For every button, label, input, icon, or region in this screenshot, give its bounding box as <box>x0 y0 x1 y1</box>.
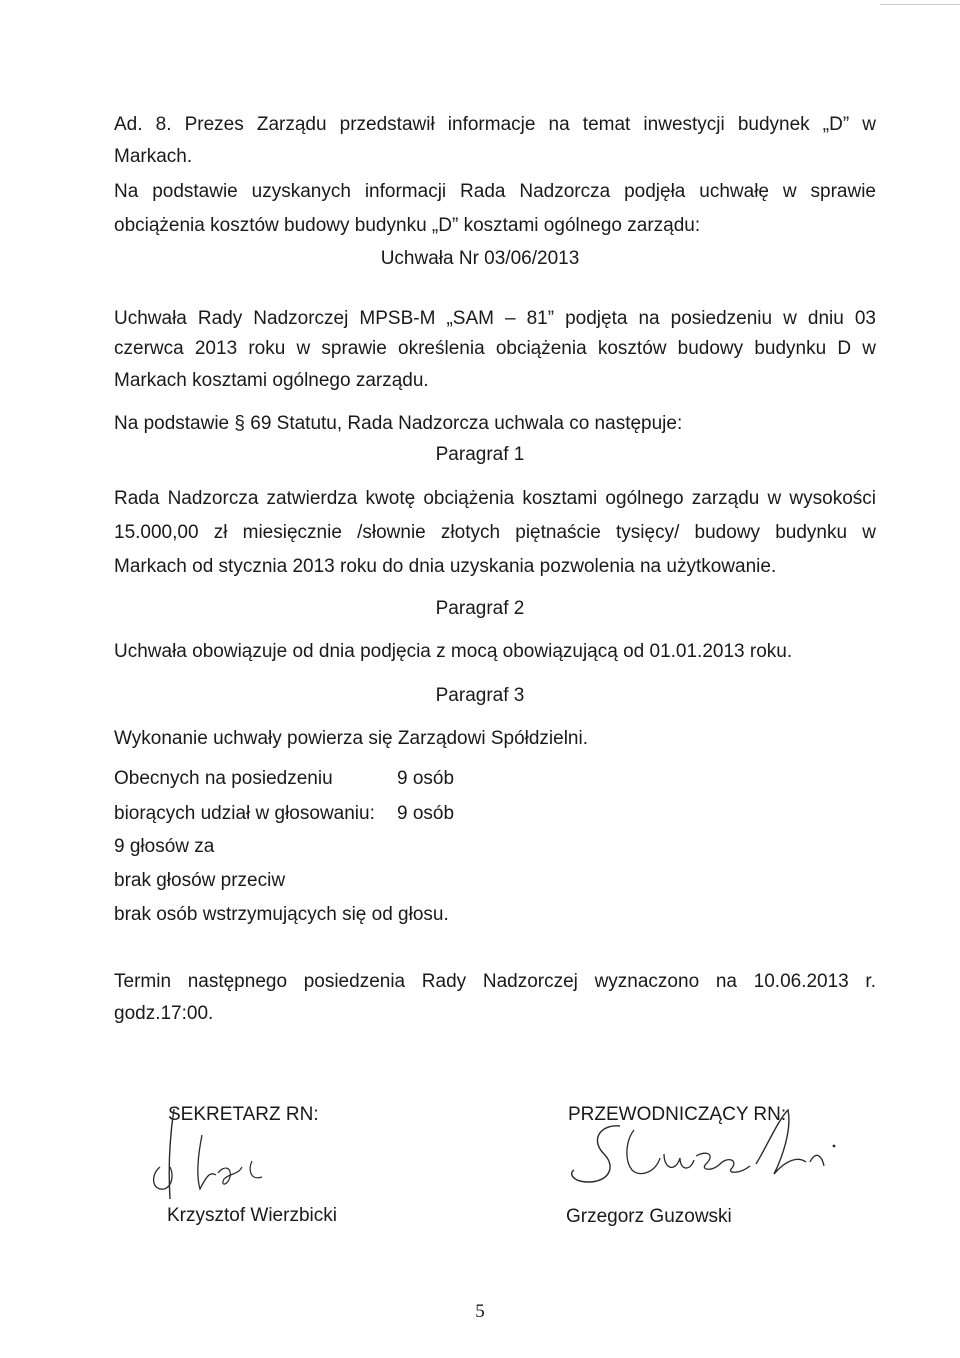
resolution-line-2: czerwca 2013 roku w sprawie określenia obciążenia kosztów budowy budynku D w <box>114 338 876 359</box>
page-number: 5 <box>475 1301 485 1322</box>
present-label: Obecnych na posiedzeniu <box>114 768 333 789</box>
resolution-line-3: Markach kosztami ogólnego zarządu. <box>114 370 429 391</box>
paragraph-3-text: Wykonanie uchwały powierza się Zarządowi Spółdzielni. <box>114 728 588 749</box>
resolution-line-1: Uchwała Rady Nadzorczej MPSB-M „SAM – 81” podjęta na posiedzeniu w dniu 03 <box>114 308 876 329</box>
present-value: 9 osób <box>397 768 455 789</box>
ad8-line-2: Markach. <box>114 146 193 167</box>
basis-line-1: Na podstawie uzyskanych informacji Rada Nadzorcza podjęła uchwałę w sprawie <box>114 181 876 202</box>
voting-value: 9 osób <box>397 803 455 824</box>
paragraph-1-heading: Paragraf 1 <box>435 444 525 465</box>
resolution-number: Uchwała Nr 03/06/2013 <box>380 248 580 269</box>
paragraph-2-heading: Paragraf 2 <box>435 598 525 619</box>
chairman-name: Grzegorz Guzowski <box>566 1206 732 1227</box>
voting-label: biorących udział w głosowaniu: <box>114 803 375 824</box>
top-edge-line <box>880 4 960 5</box>
paragraph-1-line-1: Rada Nadzorcza zatwierdza kwotę obciążenia kosztami ogólnego zarządu w wysokości <box>114 488 876 509</box>
votes-against: brak głosów przeciw <box>114 870 286 891</box>
chairman-signature <box>560 1100 840 1200</box>
secretary-signature <box>140 1095 300 1205</box>
basis-line-2: obciążenia kosztów budowy budynku „D” kosztami ogólnego zarządu: <box>114 215 701 236</box>
statute-line: Na podstawie § 69 Statutu, Rada Nadzorcza uchwala co następuje: <box>114 413 683 434</box>
paragraph-1-line-3: Markach od stycznia 2013 roku do dnia uzyskania pozwolenia na użytkowanie. <box>114 556 777 577</box>
secretary-name: Krzysztof Wierzbicki <box>167 1205 337 1226</box>
next-meeting-line-2: godz.17:00. <box>114 1003 214 1024</box>
paragraph-2-text: Uchwała obowiązuje od dnia podjęcia z mocą obowiązującą od 01.01.2013 roku. <box>114 641 793 662</box>
paragraph-3-heading: Paragraf 3 <box>435 685 525 706</box>
secretary-label: SEKRETARZ RN: <box>168 1104 319 1125</box>
votes-for: 9 głosów za <box>114 836 215 857</box>
chairman-label: PRZEWODNICZĄCY RN: <box>568 1104 787 1125</box>
next-meeting-line-1: Termin następnego posiedzenia Rady Nadzorczej wyznaczono na 10.06.2013 r. <box>114 971 876 992</box>
ad8-line-1: Ad. 8. Prezes Zarządu przedstawił informacje na temat inwestycji budynek „D” w <box>114 114 876 135</box>
votes-abstain: brak osób wstrzymujących się od głosu. <box>114 904 449 925</box>
paragraph-1-line-2: 15.000,00 zł miesięcznie /słownie złotych piętnaście tysięcy/ budowy budynku w <box>114 522 876 543</box>
